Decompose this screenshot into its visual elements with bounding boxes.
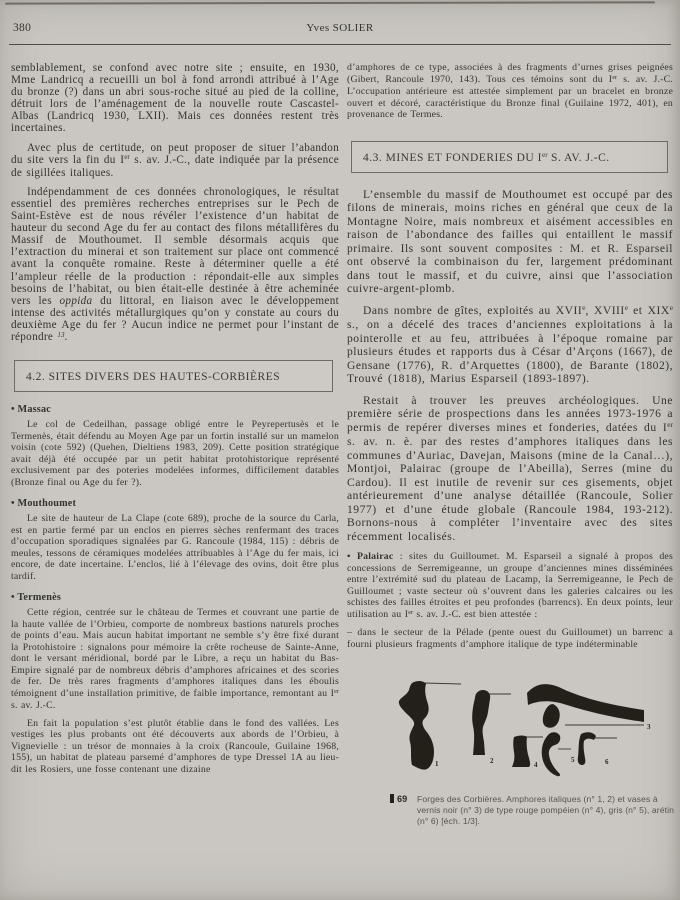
axis-line (424, 683, 461, 684)
left-column (11, 62, 339, 781)
paragraph: Avec plus de certitude, on peut proposer de situer l’abandon du site vers la fin du Ier s. av. J.-C., date indiquée par la présence de sigillées italiques. (11, 141, 339, 179)
paragraph-continuation: semblablement, se confond avec notre site ; ensuite, en 1930, Mme Landricq a recueilli un bol à fond arrondi attribué à l’Age du bronze (?) dans un abri sous-roche situé au pied de la colline, détruit lors de l’aménagement de la nouvelle route Cascastel-Albas (Landricq 1930, LXII). Mais ces données restent très incertaines. (11, 62, 339, 135)
right-column (347, 62, 673, 826)
figure-caption-marker (390, 794, 417, 826)
running-head: Yves SOLIER (306, 22, 374, 34)
paragraph: Le site de hauteur de La Clape (cote 689), proche de la source du Carla, est en partie fermé par un enclos en pierres sèches renfermant des traces d’occupation sporadiques signalées par G. Rancoule (1984, 115) : débris de meules, tessons de céramiques modelées attribuables à l’Age du fer mais, ici encore, de date incertaine. L’enclos, lié à l’élevage des ovins, doit être plus tardif. (11, 513, 339, 582)
bullet-heading-mouthoumet: • Mouthoumet (11, 498, 77, 510)
figure-marker-square-icon (390, 794, 394, 803)
paragraph: L’ensemble du massif de Mouthoumet est occupé par des filons de minerais, moins riches en général que ceux de la Montagne Noire, mais nombreux et aisément accessibles en raison de l’abondance des failles qui entaillent le massif primaire. Ils sont souvent composites : M. et R. Esparseil ont observé la combinaison du fer, largement prédominant dans tout le massif, et du cuivre, ainsi que l’association cuivre-argent-plomb. (347, 187, 673, 295)
section-heading-4-3: 4.3. MINES ET FONDERIES DU Ier S. AV. J.-C. (351, 141, 668, 173)
fragment-1-number: 1 (435, 760, 439, 768)
page-number: 380 (13, 22, 32, 34)
paragraph-palairac: • Palairac : sites du Guilloumet. M. Esparseil a signalé à propos des concessions de Serremigeanne, un groupe d’anciennes mines disséminées entre l’extrémité sud du plateau de Lacamp, la Serremigeanne, le Pech de Guilloumet ; vaste secteur où s’ouvrent dans les galeries calcaires ou les schistes des failles étroites et peu profondes (barrencs). En deux points, leur utilisation au Ier s. av. J.-C. est bien attestée : (347, 551, 673, 620)
fragment-5-profile (542, 732, 561, 776)
bullet-heading-massac: • Massac (11, 404, 51, 416)
scan-artifact-top-edge (5, 1, 655, 4)
paragraph: Indépendamment de ces données chronologiques, le résultat essentiel des premières recherches entreprises sur le Pech de Saint-Estève est de nous révéler l’existence d’un habitat de hauteur du second Age du fer au contact des filons métallifères du Massif de Mouthoumet. Il semble désormais acquis que l’extraction du minerai et son traitement sur place ont commencé avant la conquête romaine. Reste à déterminer quelle a été l’ampleur réelle de la production : répondait-elle aux simples besoins de l’habitat, ou bien était-elle destinée à être acheminée vers les oppida du littoral, en liaison avec le développement intense des activités métallurgiques qu’on y constate au cours du deuxième Age du fer ? Aucun indice ne permet pour l’instant de répondre $^{13}$. (11, 185, 339, 343)
section-heading-4-2: 4.2. SITES DIVERS DES HAUTES-CORBIÈRES (14, 360, 333, 392)
paragraph: Dans nombre de gîtes, exploités au XVIIe, XVIIIe et XIXe s., on a décelé des traces d’anciennes exploitations à la pointerolle et au feu, attribuées à l’époque romaine par plusieurs études et rapports dus à César d’Arçons (1667), de Gensane (1776), R. d’Arquettes (1800), de Barante (1802), Trouvé (1818), Marius Esparseil (1893-1897). (347, 303, 674, 385)
fragment-5-number: 5 (571, 756, 575, 764)
paragraph-continuation: d’amphores de ce type, associées à des fragments d’urnes grises peignées (Gibert, Rancoule 1970, 143). Tous ces témoins sont du Ier s. av. J.-C. L’occupation antérieure est attestée simplement par un bracelet en bronze ouvert et décoré, caractéristique du Bronze final (Guilaine 1972, 401), en provenance de Termes. (347, 62, 673, 120)
fragment-6-profile (578, 732, 596, 765)
fragment-3-number: 3 (647, 723, 651, 731)
fragment-4-profile (512, 736, 530, 768)
fragment-4-number: 4 (534, 761, 538, 769)
fragment-1-profile (399, 681, 434, 770)
paragraph: Cette région, centrée sur le château de Termes et couvrant une partie de la haute vallée de l’Orbieu, comporte de nombreux bastions naturels proches de points d’eau. Mais aucun habitat important ne semble s’y être fixé durant la Protohistoire : signalons pour mémoire la crête rocheuse de Sainte-Anne, dont le versant méridional, bordé par le Libre, a reçu un habitat du Bas-Empire signalé par de nombreux débris d’amphores africaines et des scories de fer. De très rares fragments d’amphores italiques dans les éboulis témoignent d’une installation primitive, de faible importance, remontant au Ier s. av. J.-C. (11, 607, 339, 712)
bullet-heading-termenes: • Termenès (11, 592, 61, 604)
paragraph-dash-item: – dans le secteur de la Pélade (pente ouest du Guilloumet) un barrenc a fourni plusieurs fragments d’amphore italique de type indéterminable (347, 627, 673, 650)
fragment-6-number: 6 (605, 758, 609, 766)
figure-number: 69 (397, 794, 408, 804)
fragment-2-number: 2 (490, 757, 494, 765)
fragment-2-profile (472, 690, 490, 755)
figure-caption-text: Forges des Corbières. Amphores italiques (n° 1, 2) et vases à vernis noir (n° 3) de type rouge pompéien (n° 4), gris (n° 5), arétin (n° 6) [éch. 1/3]. (417, 794, 674, 826)
paragraph: En fait la population s’est plutôt établie dans le fond des vallées. Les vestiges les plus probants ont été découverts aux abords de l’Orbieu, à Vignevielle : un trésor de monnaies à la croix (Rancoule, Guilaine 1968, 155), un habitat de plateau parsemé d’amphores de type Dressel 1A au lieu-dit les Rosiers, une fosse contenant une dizaine (11, 717, 339, 775)
fragment-3-foot (543, 704, 560, 728)
figure-caption (390, 794, 677, 826)
header-rule (9, 44, 671, 45)
paragraph: Restait à trouver les preuves archéologiques. Une première série de prospections dans les années 1973-1976 a permis de repérer diverses mines et fonderies, datées du Ier s. av. n. è. par des restes d’amphores italiques dans les communes d’Auriac, Davejan, Maisons (mine de la Canal…), Montjoi, Palairac (groupe de l’Abeilla), Serres (mine du Cardou). Il est inutile de revenir sur ces gisements, objet antérieurement d’une analyse détaillée (Rancoule, Solier 1977) et d’une étude globale (Rancoule 1984, 193-212). Bornons-nous à compléter l’inventaire avec des sites récemment localisés. (347, 393, 673, 543)
figure-69 (397, 674, 677, 826)
amphora-fragments-drawing (397, 674, 673, 782)
paragraph: Le col de Cedeilhan, passage obligé entre le Peyrepertusès et le Termenès, était défendu au Moyen Age par un fortin installé sur un mamelon voisin (cote 592) (Quehen, Dieltiens 1983, 209). Cette position stratégique avait déjà été occupée par un petit habitat protohistorique représenté exclusivement par des poteries modelées informes, difficilement datables (Bronze final ou Age du fer ?). (11, 419, 339, 488)
